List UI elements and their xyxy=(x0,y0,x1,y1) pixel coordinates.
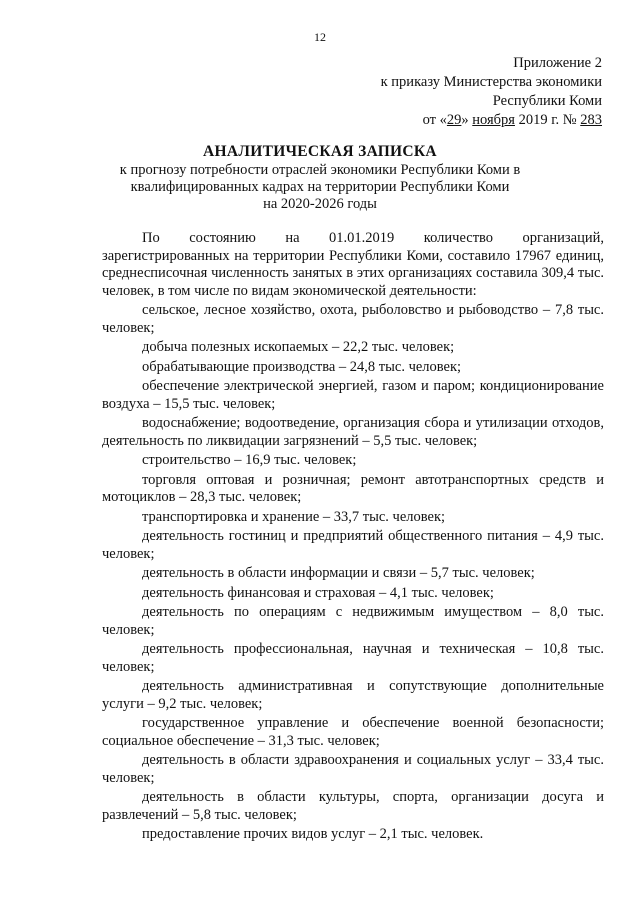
list-item: деятельность в области информации и связи – 5,7 тыс. человек; xyxy=(142,565,535,581)
appendix-line: к приказу Министерства экономики xyxy=(380,74,602,90)
title-block xyxy=(60,142,580,213)
list-item: деятельность в области здравоохранения и социальных услуг – 33,4 тыс. человек; xyxy=(102,752,604,786)
list-item: водоснабжение; водоотведение, организация сбора и утилизации отходов, деятельность по ликвидации загрязнений – 5,5 тыс. человек; xyxy=(102,415,604,449)
list-item: государственное управление и обеспечение военной безопасности; социальное обеспечение – 31,3 тыс. человек; xyxy=(102,715,604,749)
list-item: сельское, лесное хозяйство, охота, рыболовство и рыбоводство – 7,8 тыс. человек; xyxy=(102,302,604,336)
intro-paragraph: По состоянию на 01.01.2019 количество организаций, зарегистрированных на территории Республики Коми, составило 17967 единиц, среднесписочная численность занятых в этих организациях составила 309,4 тыс. человек, в том числе по видам экономической деятельности: xyxy=(102,230,604,299)
date-month: ноября xyxy=(472,112,515,128)
list-item: деятельность гостиниц и предприятий общественного питания – 4,9 тыс. человек; xyxy=(102,528,604,562)
order-number: 283 xyxy=(580,112,602,128)
list-item: деятельность профессиональная, научная и техническая – 10,8 тыс. человек; xyxy=(102,641,604,675)
date-separator: » xyxy=(461,112,473,128)
list-item: добыча полезных ископаемых – 22,2 тыс. человек; xyxy=(142,339,455,355)
appendix-line: Республики Коми xyxy=(492,93,602,109)
list-item: транспортировка и хранение – 33,7 тыс. человек; xyxy=(142,508,446,525)
date-prefix: от « xyxy=(422,112,447,128)
appendix-line: Приложение 2 xyxy=(513,55,602,71)
appendix-date-line xyxy=(381,111,602,130)
date-day: 29 xyxy=(446,112,462,128)
document-subtitle-line: к прогнозу потребности отраслей экономики Республики Коми в xyxy=(119,162,521,178)
page-number: 12 xyxy=(314,30,326,44)
list-item: предоставление прочих видов услуг – 2,1 тыс. человек. xyxy=(142,826,484,842)
document-title: АНАЛИТИЧЕСКАЯ ЗАПИСКА xyxy=(203,143,437,160)
date-year: 2019 г. № xyxy=(514,112,581,128)
document-body xyxy=(102,230,604,846)
appendix-header xyxy=(381,54,602,130)
list-item: деятельность финансовая и страховая – 4,1 тыс. человек; xyxy=(142,584,494,601)
document-subtitle-line: квалифицированных кадрах на территории Республики Коми xyxy=(130,179,510,195)
list-item: деятельность по операциям с недвижимым имуществом – 8,0 тыс. человек; xyxy=(102,604,604,638)
list-item: торговля оптовая и розничная; ремонт автотранспортных средств и мотоциклов – 28,3 тыс. человек; xyxy=(102,471,604,505)
list-item: деятельность в области культуры, спорта, организации досуга и развлечений – 5,8 тыс. человек; xyxy=(102,789,604,823)
list-item: обеспечение электрической энергией, газом и паром; кондиционирование воздуха – 15,5 тыс. человек; xyxy=(102,378,604,412)
document-subtitle-line: на 2020-2026 годы xyxy=(263,196,377,212)
list-item: деятельность административная и сопутствующие дополнительные услуги – 9,2 тыс. человек; xyxy=(102,678,604,712)
list-item: обрабатывающие производства – 24,8 тыс. человек; xyxy=(142,358,462,375)
list-item: строительство – 16,9 тыс. человек; xyxy=(142,452,357,468)
